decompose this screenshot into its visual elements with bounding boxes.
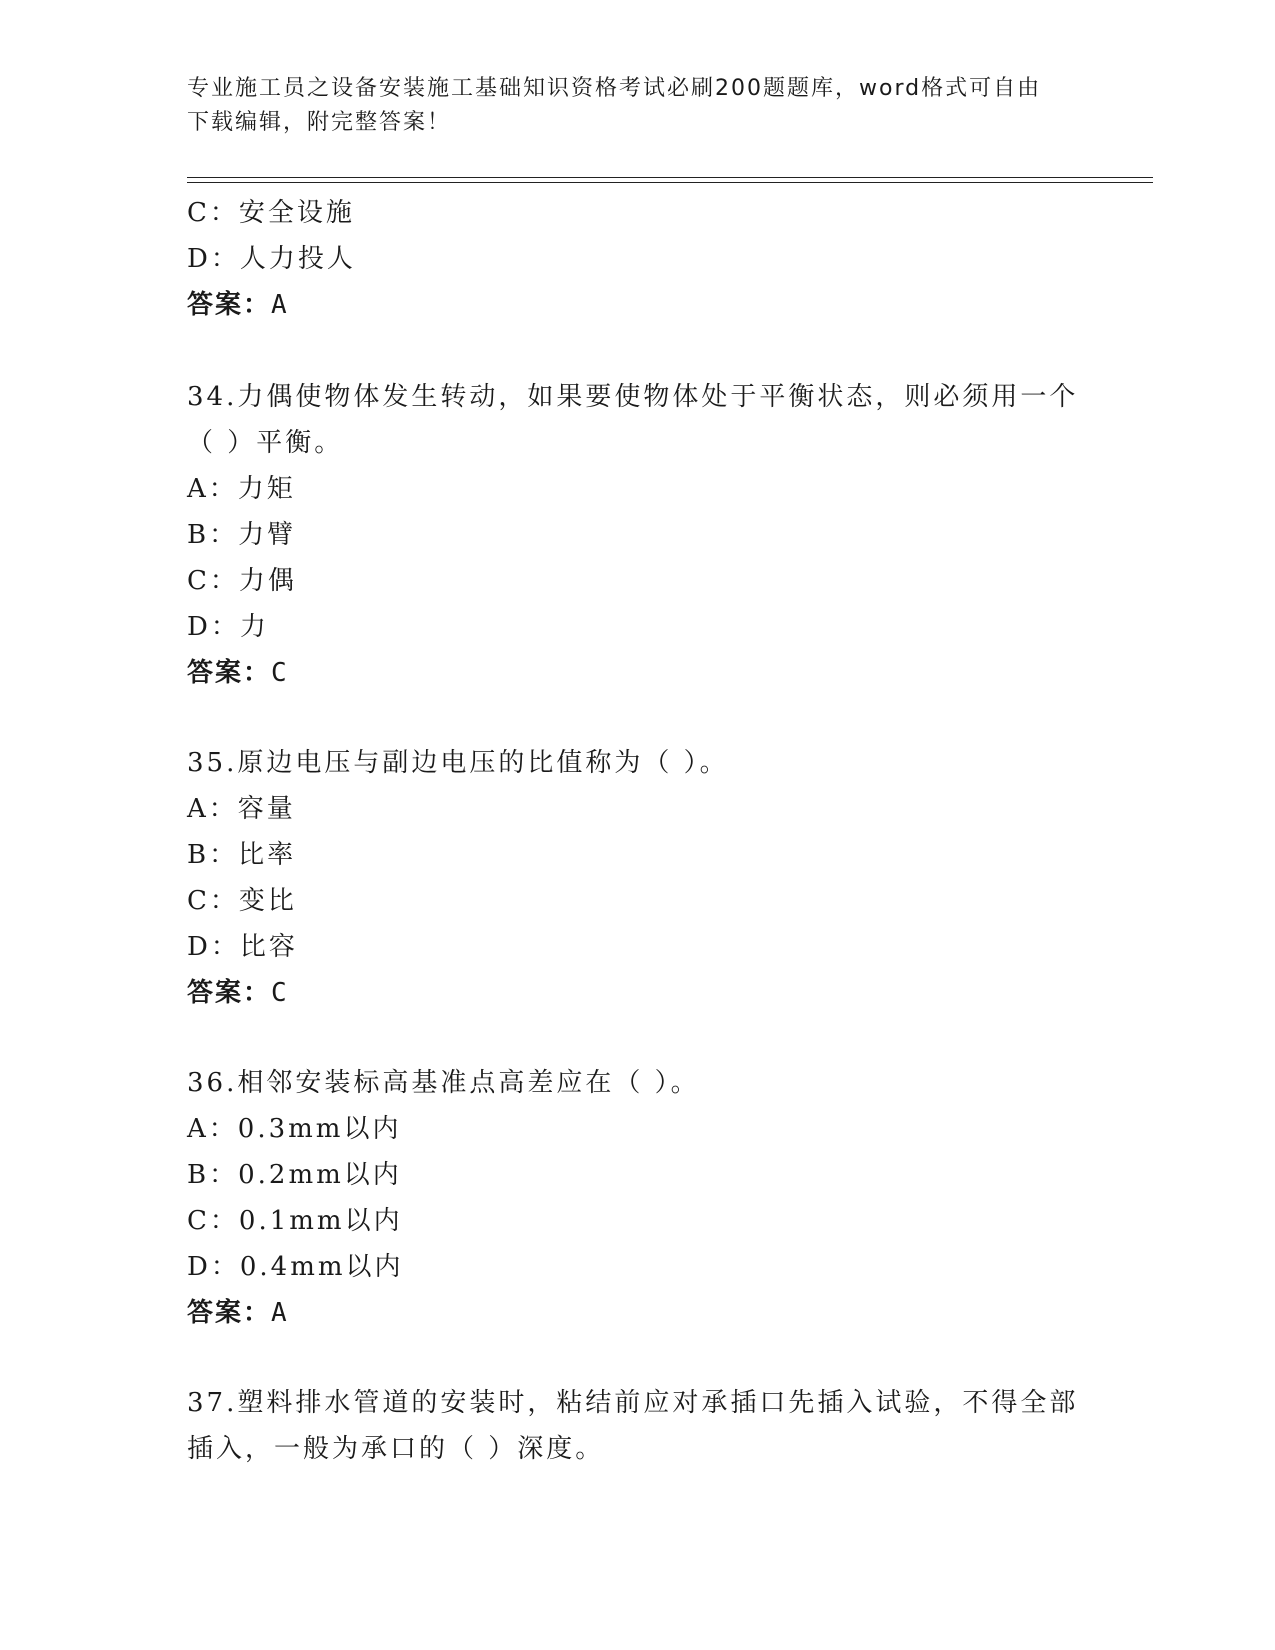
question-37 [187, 1380, 1087, 1472]
option-d: D：比容 [187, 932, 298, 962]
header-divider-bottom [187, 182, 1153, 183]
header-line-2: 下载编辑，附完整答案！ [187, 110, 452, 135]
option-d: D：0.4mm以内 [187, 1252, 404, 1282]
answer-line: 答案：A [187, 1298, 289, 1328]
option-a: A：容量 [187, 794, 296, 824]
question-33-continued [187, 190, 1087, 328]
document-header [187, 72, 1067, 140]
header-divider-top [187, 177, 1153, 178]
option-c: C：力偶 [187, 566, 297, 596]
option-c: C：变比 [187, 886, 297, 916]
question-stem: 36.相邻安装标高基准点高差应在（ ）。 [187, 1068, 700, 1098]
answer-line: 答案：C [187, 658, 289, 688]
question-list [187, 190, 1087, 1472]
option-b: B：力臂 [187, 520, 297, 550]
answer-line: 答案：C [187, 978, 289, 1008]
option-c: C：安全设施 [187, 198, 355, 228]
option-b: B：0.2mm以内 [187, 1160, 402, 1190]
question-stem: 34.力偶使物体发生转动，如果要使物体处于平衡状态，则必须用一个 [187, 382, 1079, 412]
header-line-1: 专业施工员之设备安装施工基础知识资格考试必刷200题题库，word格式可自由 [187, 76, 1042, 101]
question-34 [187, 374, 1087, 696]
question-36 [187, 1060, 1087, 1336]
option-d: D：人力投人 [187, 244, 356, 274]
question-stem: 37.塑料排水管道的安装时，粘结前应对承插口先插入试验，不得全部 [187, 1388, 1079, 1418]
option-a: A：0.3mm以内 [187, 1114, 402, 1144]
option-b: B：比率 [187, 840, 297, 870]
option-a: A：力矩 [187, 474, 296, 504]
question-35 [187, 740, 1087, 1016]
option-c: C：0.1mm以内 [187, 1206, 403, 1236]
answer-line: 答案：A [187, 290, 289, 320]
question-stem: 35.原边电压与副边电压的比值称为（ ）。 [187, 748, 729, 778]
option-d: D：力 [187, 612, 269, 642]
question-stem: 插入，一般为承口的（ ）深度。 [187, 1434, 605, 1464]
question-stem: （ ）平衡。 [187, 428, 344, 458]
